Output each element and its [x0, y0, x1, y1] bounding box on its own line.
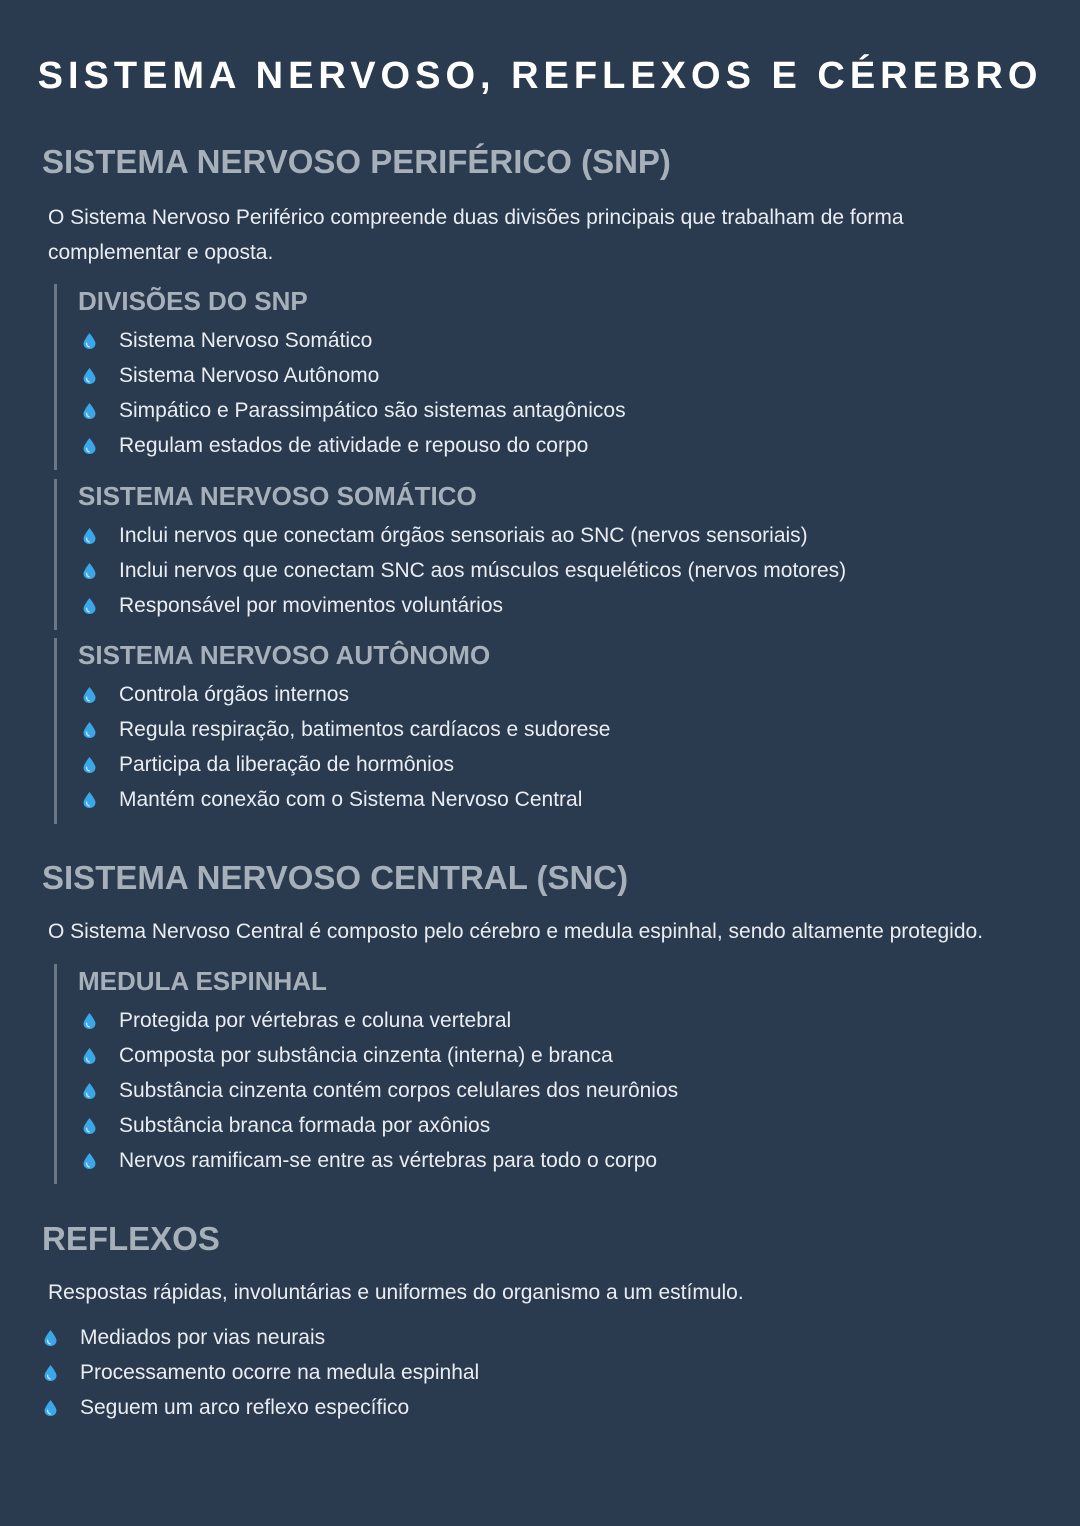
water-droplet-icon — [83, 368, 96, 384]
list-item-text: Substância cinzenta contém corpos celulares dos neurônios — [119, 1078, 679, 1102]
snp-intro — [48, 200, 1048, 270]
list-item-text: Controla órgãos internos — [119, 683, 349, 707]
water-droplet-icon — [83, 1013, 96, 1029]
list-item — [83, 519, 1034, 554]
list-item — [44, 1321, 479, 1356]
list-item-text: Substância branca formada por axônios — [119, 1113, 491, 1137]
list-item — [83, 324, 1034, 359]
list-item-text: Protegida por vértebras e coluna vertebral — [119, 1009, 512, 1033]
list-item — [83, 1143, 1034, 1178]
water-droplet-icon — [83, 687, 96, 703]
subsection-spinal-cord — [54, 964, 1034, 1184]
list-item — [83, 713, 1034, 748]
snc-intro: O Sistema Nervoso Central é composto pelo cérebro e medula espinhal, sendo altamente protegido. — [48, 920, 984, 943]
list-item — [83, 1108, 1034, 1143]
section-heading-reflexes: REFLEXOS — [42, 1220, 220, 1257]
subsection-snp-divisions — [54, 284, 1034, 470]
water-droplet-icon — [44, 1365, 57, 1381]
spinal-cord-list — [83, 1004, 1034, 1178]
water-droplet-icon — [83, 722, 96, 738]
list-item-text: Mantém conexão com o Sistema Nervoso Central — [119, 787, 583, 811]
list-item — [83, 782, 1034, 817]
subsection-autonomic — [54, 638, 1034, 824]
section-heading-snp: SISTEMA NERVOSO PERIFÉRICO (SNP) — [42, 143, 671, 180]
divisions-list — [83, 324, 1034, 463]
list-item-text: Simpático e Parassimpático são sistemas antagônicos — [119, 398, 626, 422]
water-droplet-icon — [44, 1330, 57, 1346]
water-droplet-icon — [83, 598, 96, 614]
subsection-somatic — [54, 479, 1034, 630]
list-item-text: Sistema Nervoso Somático — [119, 329, 373, 353]
water-droplet-icon — [83, 1153, 96, 1169]
reflexes-intro: Respostas rápidas, involuntárias e uniformes do organismo a um estímulo. — [48, 1281, 744, 1304]
list-item — [44, 1356, 479, 1391]
water-droplet-icon — [83, 563, 96, 579]
snp-intro-line-2: complementar e oposta. — [48, 241, 274, 264]
snp-intro-line-1: O Sistema Nervoso Periférico compreende duas divisões principais que trabalham de forma — [48, 206, 904, 229]
subsection-heading-divisions: DIVISÕES DO SNP — [78, 286, 308, 316]
subsection-heading-spinal-cord: MEDULA ESPINHAL — [78, 966, 327, 996]
water-droplet-icon — [83, 333, 96, 349]
document-title: SISTEMA NERVOSO, REFLEXOS E CÉREBRO — [37, 55, 1043, 97]
water-droplet-icon — [83, 1118, 96, 1134]
water-droplet-icon — [44, 1400, 57, 1416]
list-item-text: Inclui nervos que conectam SNC aos músculos esqueléticos (nervos motores) — [119, 559, 847, 583]
autonomic-list — [83, 678, 1034, 817]
list-item-text: Seguem um arco reflexo específico — [80, 1395, 410, 1419]
list-item-text: Sistema Nervoso Autônomo — [119, 364, 380, 388]
list-item — [44, 1391, 479, 1426]
water-droplet-icon — [83, 792, 96, 808]
water-droplet-icon — [83, 1083, 96, 1099]
list-item — [83, 554, 1034, 589]
subsection-heading-autonomic: SISTEMA NERVOSO AUTÔNOMO — [78, 640, 491, 670]
list-item — [83, 748, 1034, 783]
list-item — [83, 428, 1034, 463]
list-item-text: Composta por substância cinzenta (interna) e branca — [119, 1044, 613, 1068]
section-heading-snc: SISTEMA NERVOSO CENTRAL (SNC) — [42, 859, 629, 896]
list-item-text: Nervos ramificam-se entre as vértebras para todo o corpo — [119, 1148, 658, 1172]
water-droplet-icon — [83, 528, 96, 544]
water-droplet-icon — [83, 757, 96, 773]
list-item — [83, 394, 1034, 429]
water-droplet-icon — [83, 1048, 96, 1064]
list-item-text: Regulam estados de atividade e repouso do corpo — [119, 433, 589, 457]
list-item — [83, 1004, 1034, 1039]
list-item — [83, 1039, 1034, 1074]
reflexes-list — [44, 1321, 479, 1425]
list-item-text: Processamento ocorre na medula espinhal — [80, 1361, 480, 1385]
list-item — [83, 359, 1034, 394]
list-item — [83, 678, 1034, 713]
list-item-text: Regula respiração, batimentos cardíacos e sudorese — [119, 718, 611, 742]
list-item-text: Responsável por movimentos voluntários — [119, 593, 504, 617]
list-item-text: Participa da liberação de hormônios — [119, 752, 455, 776]
somatic-list — [83, 519, 1034, 623]
subsection-heading-somatic: SISTEMA NERVOSO SOMÁTICO — [78, 481, 477, 511]
list-item — [83, 1074, 1034, 1109]
list-item-text: Mediados por vias neurais — [80, 1326, 326, 1350]
list-item-text: Inclui nervos que conectam órgãos sensoriais ao SNC (nervos sensoriais) — [119, 524, 808, 548]
water-droplet-icon — [83, 403, 96, 419]
list-item — [83, 589, 1034, 624]
water-droplet-icon — [83, 438, 96, 454]
